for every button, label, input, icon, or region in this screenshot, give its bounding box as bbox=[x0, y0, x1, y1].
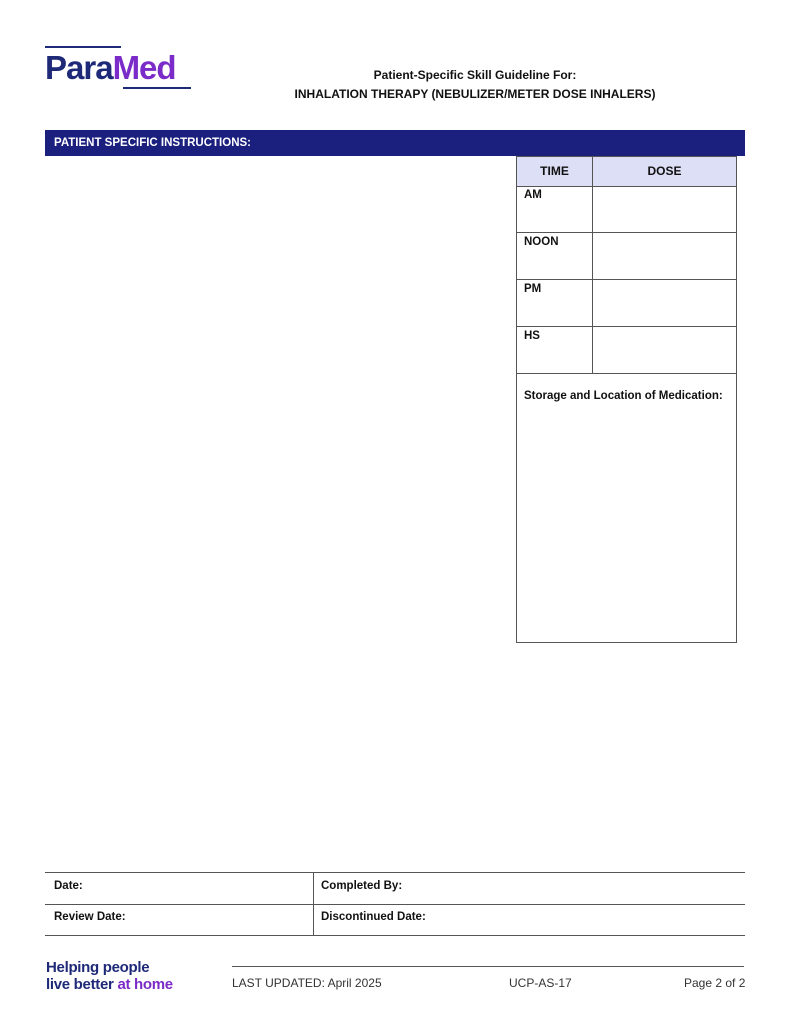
storage-location-label: Storage and Location of Medication: bbox=[524, 390, 723, 402]
logo-wordmark bbox=[45, 48, 176, 88]
row-label-noon: NOON bbox=[524, 236, 559, 248]
table-row[interactable] bbox=[517, 233, 736, 280]
signoff-table bbox=[45, 872, 745, 936]
table-row[interactable] bbox=[517, 327, 736, 374]
row-label-hs: HS bbox=[524, 330, 540, 342]
document-code: UCP-AS-17 bbox=[509, 976, 572, 990]
title-line-1: Patient-Specific Skill Guideline For: bbox=[373, 68, 577, 82]
footer-divider bbox=[232, 966, 744, 967]
col-header-time: TIME bbox=[540, 164, 569, 178]
completed-by-field-label: Completed By: bbox=[321, 880, 403, 892]
footer-tagline bbox=[46, 959, 173, 993]
last-updated: LAST UPDATED: April 2025 bbox=[232, 976, 382, 990]
date-field-label: Date: bbox=[54, 880, 83, 892]
table-row[interactable] bbox=[517, 186, 736, 233]
row-label-pm: PM bbox=[524, 283, 542, 295]
signoff-column-divider bbox=[313, 873, 314, 936]
discontinued-date-field-label: Discontinued Date: bbox=[321, 911, 426, 923]
signoff-row-divider bbox=[45, 904, 745, 905]
table-row[interactable] bbox=[517, 280, 736, 327]
tagline-line-2 bbox=[46, 976, 173, 993]
table-header-row bbox=[517, 157, 736, 187]
tagline-line-1: Helping people bbox=[46, 959, 150, 976]
logo-bar-bottom bbox=[123, 87, 191, 89]
row-label-am: AM bbox=[524, 189, 542, 201]
title-line-2: INHALATION THERAPY (NEBULIZER/METER DOSE INHALERS) bbox=[294, 87, 656, 101]
page-number: Page 2 of 2 bbox=[684, 976, 746, 990]
col-header-dose: DOSE bbox=[647, 164, 682, 178]
logo-part-med: Med bbox=[112, 49, 176, 86]
logo-part-para: Para bbox=[45, 49, 113, 86]
review-date-field-label: Review Date: bbox=[54, 911, 126, 923]
dose-schedule-table bbox=[516, 156, 737, 643]
tagline-part-a: live better bbox=[46, 976, 118, 993]
instructions-banner: PATIENT SPECIFIC INSTRUCTIONS: bbox=[45, 130, 745, 156]
tagline-part-b: at home bbox=[117, 976, 173, 993]
paramed-logo bbox=[45, 46, 195, 92]
document-title bbox=[260, 66, 690, 104]
